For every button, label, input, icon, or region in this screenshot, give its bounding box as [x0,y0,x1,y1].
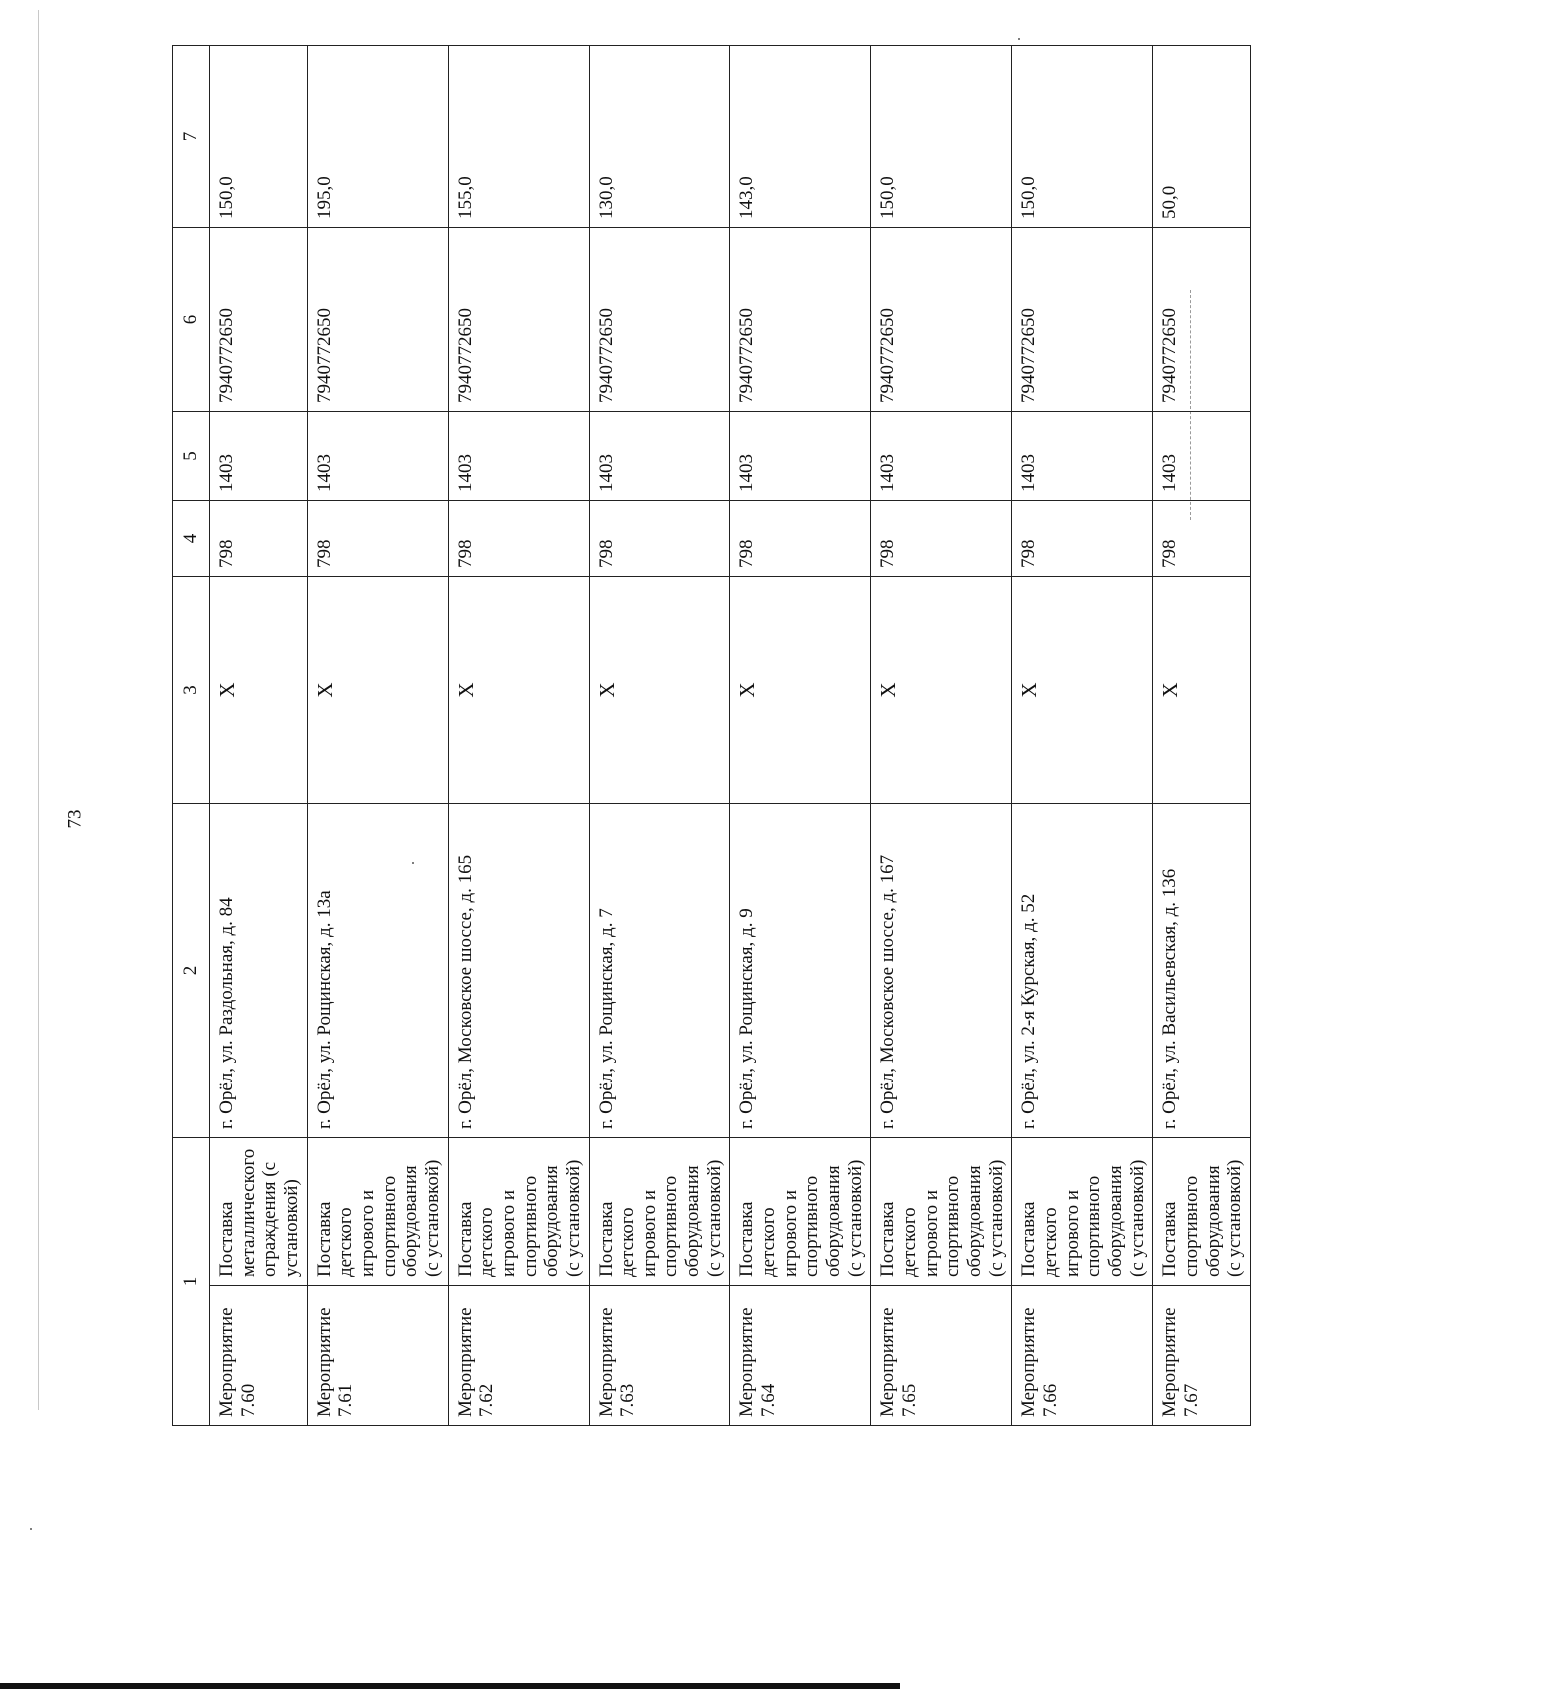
description-cell: Поставка детского игрового и спортивного оборудования (с установкой) [730,1138,871,1286]
col4-cell: 798 [589,501,730,577]
scan-speck [1018,38,1020,40]
event-cell: Мероприятие 7.65 [871,1286,1012,1426]
address-cell: г. Орёл, Московское шоссе, д. 165 [448,804,589,1138]
description-cell: Поставка детского игрового и спортивного оборудования (с установкой) [448,1138,589,1286]
table-row [589,46,730,1426]
col4-cell: 798 [448,501,589,577]
events-table [172,45,1251,1426]
description-cell: Поставка спортивного оборудования (с установкой) [1153,1138,1251,1286]
col6-cell: 7940772650 [730,228,871,412]
event-cell: Мероприятие 7.66 [1012,1286,1153,1426]
event-cell: Мероприятие 7.60 [210,1286,308,1426]
header-col-4: 4 [173,501,210,577]
col5-cell: 1403 [730,412,871,501]
table-row [448,46,589,1426]
col4-cell: 798 [730,501,871,577]
description-cell: Поставка детского игрового и спортивного оборудования (с установкой) [307,1138,448,1286]
col5-cell: 1403 [1153,412,1251,501]
event-cell: Мероприятие 7.67 [1153,1286,1251,1426]
col4-cell: 798 [307,501,448,577]
col6-cell: 7940772650 [1153,228,1251,412]
col3-cell: X [1153,577,1251,804]
col5-cell: 1403 [589,412,730,501]
col4-cell: 798 [1012,501,1153,577]
address-cell: г. Орёл, ул. Васильевская, д. 136 [1153,804,1251,1138]
col7-cell: 155,0 [448,46,589,228]
col3-cell: X [730,577,871,804]
table-row [1153,46,1251,1426]
header-col-5: 5 [173,412,210,501]
col7-cell: 150,0 [210,46,308,228]
scan-speck [30,1528,32,1530]
col3-cell: X [1012,577,1153,804]
header-col-1: 1 [173,1138,210,1426]
col6-cell: 7940772650 [448,228,589,412]
col6-cell: 7940772650 [589,228,730,412]
col3-cell: X [210,577,308,804]
col4-cell: 798 [210,501,308,577]
col6-cell: 7940772650 [307,228,448,412]
col6-cell: 7940772650 [871,228,1012,412]
event-cell: Мероприятие 7.61 [307,1286,448,1426]
header-col-3: 3 [173,577,210,804]
event-cell: Мероприятие 7.62 [448,1286,589,1426]
col5-cell: 1403 [307,412,448,501]
header-col-2: 2 [173,804,210,1138]
col5-cell: 1403 [871,412,1012,501]
col7-cell: 50,0 [1153,46,1251,228]
col5-cell: 1403 [210,412,308,501]
address-cell: г. Орёл, ул. Раздольная, д. 84 [210,804,308,1138]
col3-cell: X [307,577,448,804]
description-cell: Поставка металлического ограждения (с установкой) [210,1138,308,1286]
col7-cell: 130,0 [589,46,730,228]
col6-cell: 7940772650 [210,228,308,412]
col3-cell: X [871,577,1012,804]
page-number: 73 [64,809,86,829]
col3-cell: X [589,577,730,804]
event-cell: Мероприятие 7.64 [730,1286,871,1426]
header-col-6: 6 [173,228,210,412]
col5-cell: 1403 [1012,412,1153,501]
col7-cell: 143,0 [730,46,871,228]
table-row [871,46,1012,1426]
col7-cell: 150,0 [1012,46,1153,228]
table-header-row [173,46,210,1426]
description-cell: Поставка детского игрового и спортивного оборудования (с установкой) [871,1138,1012,1286]
col7-cell: 150,0 [871,46,1012,228]
col5-cell: 1403 [448,412,589,501]
header-col-7: 7 [173,46,210,228]
address-cell: г. Орёл, ул. Рощинская, д. 7 [589,804,730,1138]
event-cell: Мероприятие 7.63 [589,1286,730,1426]
col4-cell: 798 [1153,501,1251,577]
document-table-area [172,46,1552,1417]
scan-edge-bottom [0,1683,900,1689]
table-row [730,46,871,1426]
description-cell: Поставка детского игрового и спортивного оборудования (с установкой) [589,1138,730,1286]
table-row [307,46,448,1426]
address-cell: г. Орёл, ул. Рощинская, д. 13а [307,804,448,1138]
table-row [1012,46,1153,1426]
address-cell: г. Орёл, ул. 2-я Курская, д. 52 [1012,804,1153,1138]
scan-edge-left [38,10,39,1410]
description-cell: Поставка детского игрового и спортивного оборудования (с установкой) [1012,1138,1153,1286]
col3-cell: X [448,577,589,804]
address-cell: г. Орёл, ул. Рощинская, д. 9 [730,804,871,1138]
address-cell: г. Орёл, Московское шоссе, д. 167 [871,804,1012,1138]
col7-cell: 195,0 [307,46,448,228]
table-row [210,46,308,1426]
col4-cell: 798 [871,501,1012,577]
col6-cell: 7940772650 [1012,228,1153,412]
